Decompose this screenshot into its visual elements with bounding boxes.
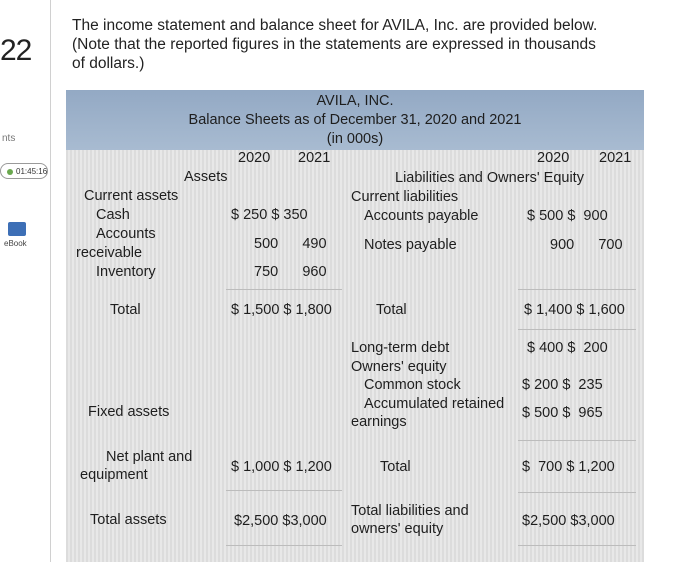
inventory-label: Inventory — [96, 264, 156, 280]
cash-label: Cash — [96, 207, 130, 223]
npe-label-line2: equipment — [80, 467, 148, 483]
total-equity-values: $ 700 $ 1,200 — [522, 459, 615, 475]
fixed-assets-label: Fixed assets — [88, 404, 170, 420]
timer-icon — [7, 169, 13, 175]
retained-earnings-label-line2: earnings — [351, 414, 407, 430]
year-right-2020: 2020 — [537, 150, 570, 166]
cash-values: $ 250 $ 350 — [231, 207, 308, 223]
retained-earnings-values: $ 500 $ 965 — [522, 405, 603, 421]
ar-label-line1: Accounts — [96, 226, 156, 242]
question-number[interactable]: 22 — [0, 34, 32, 67]
ltd-label: Long-term debt — [351, 340, 450, 356]
total-current-liabilities-values: $ 1,400 $ 1,600 — [524, 302, 625, 318]
np-label: Notes payable — [364, 237, 457, 253]
total-le-label-line2: owners' equity — [351, 521, 444, 537]
total-current-assets-values: $ 1,500 $ 1,800 — [231, 302, 332, 318]
timer-text: 01:45:16 — [16, 167, 48, 176]
total-assets-label: Total assets — [90, 512, 167, 528]
rule-equity-subtotal — [518, 440, 636, 441]
npe-label-line1: Net plant and — [106, 449, 193, 465]
total-le-label-line1: Total liabilities and — [351, 503, 469, 519]
rule-total-le — [518, 545, 636, 546]
total-current-liabilities-label: Total — [376, 302, 407, 318]
rule-total-assets — [226, 545, 342, 546]
ltd-values: $ 400 $ 200 — [527, 340, 608, 356]
assets-header: Assets — [184, 169, 228, 185]
current-assets-label: Current assets — [84, 188, 179, 204]
current-liabilities-label: Current liabilities — [351, 189, 459, 205]
np-values: 900 700 — [550, 237, 623, 253]
question-text: The income statement and balance sheet for AVILA, Inc. are provided below. (Note that the reported figures in the statements are expressed in thousands of dollars.) — [72, 17, 598, 72]
rule-liabilities-subtotal — [518, 289, 636, 290]
rule-assets-subtotal — [226, 289, 342, 290]
ebook-icon[interactable] — [8, 222, 26, 236]
ap-label: Accounts payable — [364, 208, 479, 224]
total-current-assets-label: Total — [110, 302, 141, 318]
rail-divider — [50, 0, 51, 562]
year-left-2020: 2020 — [238, 150, 271, 166]
owners-equity-label: Owners' equity — [351, 359, 447, 375]
liabilities-header: Liabilities and Owners' Equity — [395, 170, 584, 186]
year-left-2021: 2021 — [298, 150, 331, 166]
ap-values: $ 500 $ 900 — [527, 208, 608, 224]
total-assets-values: $2,500 $3,000 — [234, 513, 327, 529]
company-name: AVILA, INC. — [316, 93, 394, 109]
year-right-2021: 2021 — [599, 150, 632, 166]
timer-badge — [0, 163, 48, 179]
rule-liabilities-total — [518, 329, 636, 330]
inventory-values: 750 960 — [254, 264, 327, 280]
rule-equity-total — [518, 492, 636, 493]
rule-fixed-assets — [226, 490, 342, 491]
npe-values: $ 1,000 $ 1,200 — [231, 459, 332, 475]
total-equity-label: Total — [380, 459, 411, 475]
ar-values: 500 490 — [254, 236, 327, 252]
retained-earnings-label-line1: Accumulated retained — [364, 396, 505, 412]
common-stock-values: $ 200 $ 235 — [522, 377, 603, 393]
table-title: Balance Sheets as of December 31, 2020 and 2021 — [188, 112, 522, 128]
ebook-link[interactable]: eBook — [4, 239, 27, 248]
total-le-values: $2,500 $3,000 — [522, 513, 615, 529]
common-stock-label: Common stock — [364, 377, 461, 393]
ar-label-line2: receivable — [76, 245, 143, 261]
points-label: nts — [2, 133, 16, 144]
table-units: (in 000s) — [326, 131, 384, 147]
